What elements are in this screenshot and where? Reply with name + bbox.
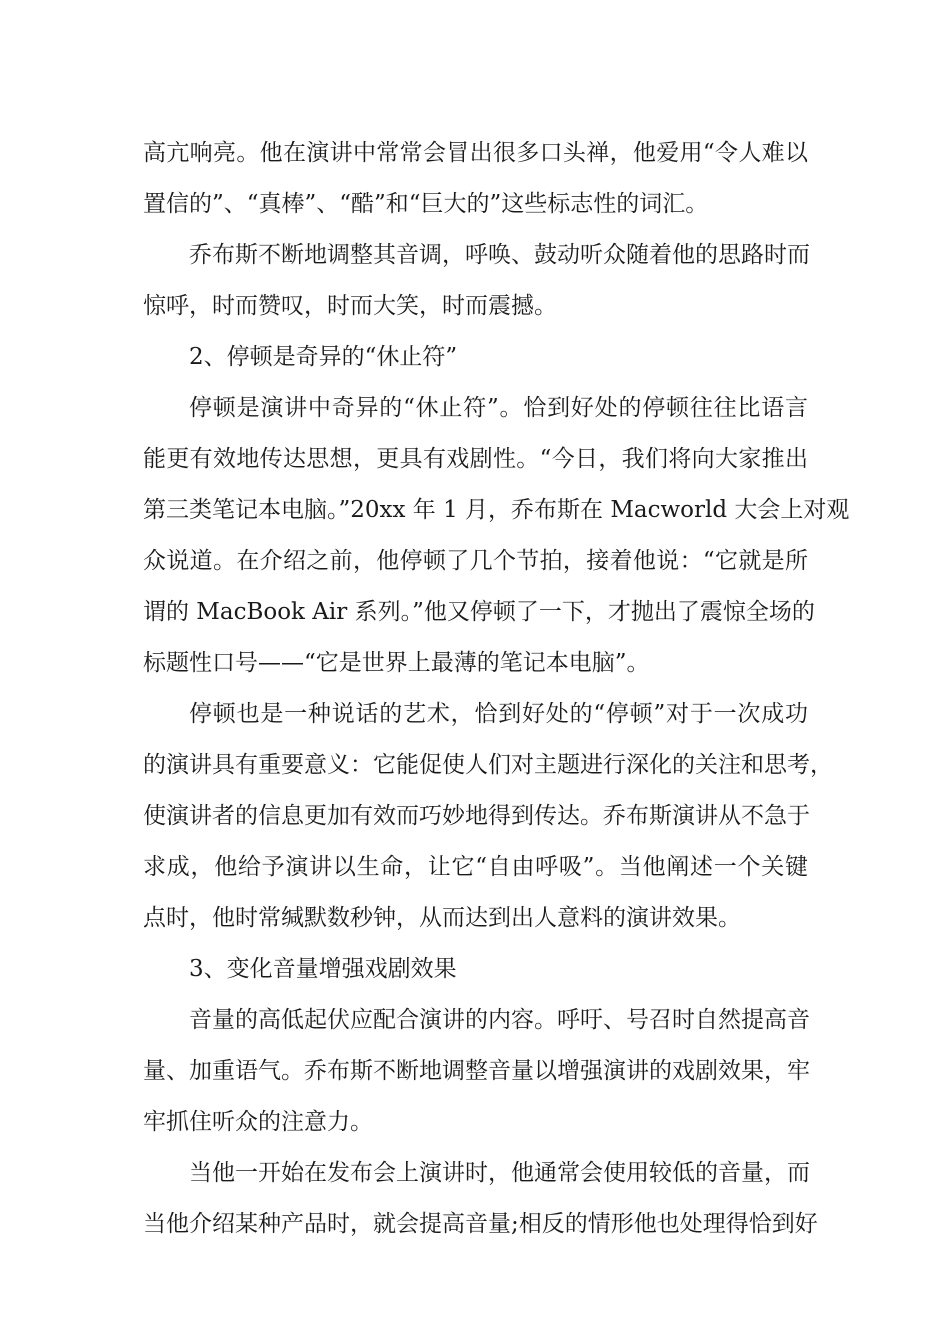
paragraph-line: 置信的”、“真棒”、“酷”和“巨大的”这些标志性的词汇。 (143, 191, 709, 217)
paragraph-line: 惊呼，时而赞叹，时而大笑，时而震撼。 (143, 293, 557, 319)
paragraph-line: 音量的高低起伏应配合演讲的内容。呼吁、号召时自然提高音 (189, 1007, 810, 1033)
paragraph-line: 谓的 MacBook Air 系列。”他又停顿了一下，才抛出了震惊全场的 (143, 599, 815, 625)
paragraph-line: 牢抓住听众的注意力。 (143, 1109, 373, 1135)
paragraph-line: 能更有效地传达思想，更具有戏剧性。“今日，我们将向大家推出 (143, 446, 808, 472)
paragraph-line: 点时，他时常缄默数秒钟，从而达到出人意料的演讲效果。 (143, 905, 741, 931)
paragraph-line: 的演讲具有重要意义：它能促使人们对主题进行深化的关注和思考， (143, 752, 833, 778)
paragraph-line: 量、加重语气。乔布斯不断地调整音量以增强演讲的戏剧效果，牢 (143, 1058, 810, 1084)
paragraph-line: 停顿也是一种说话的艺术，恰到好处的“停顿”对于一次成功 (189, 701, 808, 727)
paragraph-line: 使演讲者的信息更加有效而巧妙地得到传达。乔布斯演讲从不急于 (143, 803, 810, 829)
paragraph-line: 高亢响亮。他在演讲中常常会冒出很多口头禅，他爱用“令人难以 (143, 140, 808, 166)
paragraph-line: 当他介绍某种产品时，就会提高音量;相反的情形他也处理得恰到好 (143, 1211, 818, 1237)
paragraph-line: 第三类笔记本电脑。”20xx 年 1 月，乔布斯在 Macworld 大会上对观 (143, 497, 850, 523)
section-heading: 2、停顿是奇异的“休止符” (189, 344, 458, 370)
paragraph-line: 标题性口号——“它是世界上最薄的笔记本电脑”。 (143, 650, 650, 676)
paragraph-line: 当他一开始在发布会上演讲时，他通常会使用较低的音量，而 (189, 1160, 810, 1186)
paragraph-line: 求成，他给予演讲以生命，让它“自由呼吸”。当他阐述一个关键 (143, 854, 808, 880)
paragraph-line: 乔布斯不断地调整其音调，呼唤、鼓动听众随着他的思路时而 (189, 242, 810, 268)
section-heading: 3、变化音量增强戏剧效果 (189, 956, 457, 982)
paragraph-line: 停顿是演讲中奇异的“休止符”。恰到好处的停顿往往比语言 (189, 395, 808, 421)
paragraph-line: 众说道。在介绍之前，他停顿了几个节拍，接着他说：“它就是所 (143, 548, 808, 574)
document-body (143, 128, 850, 1250)
